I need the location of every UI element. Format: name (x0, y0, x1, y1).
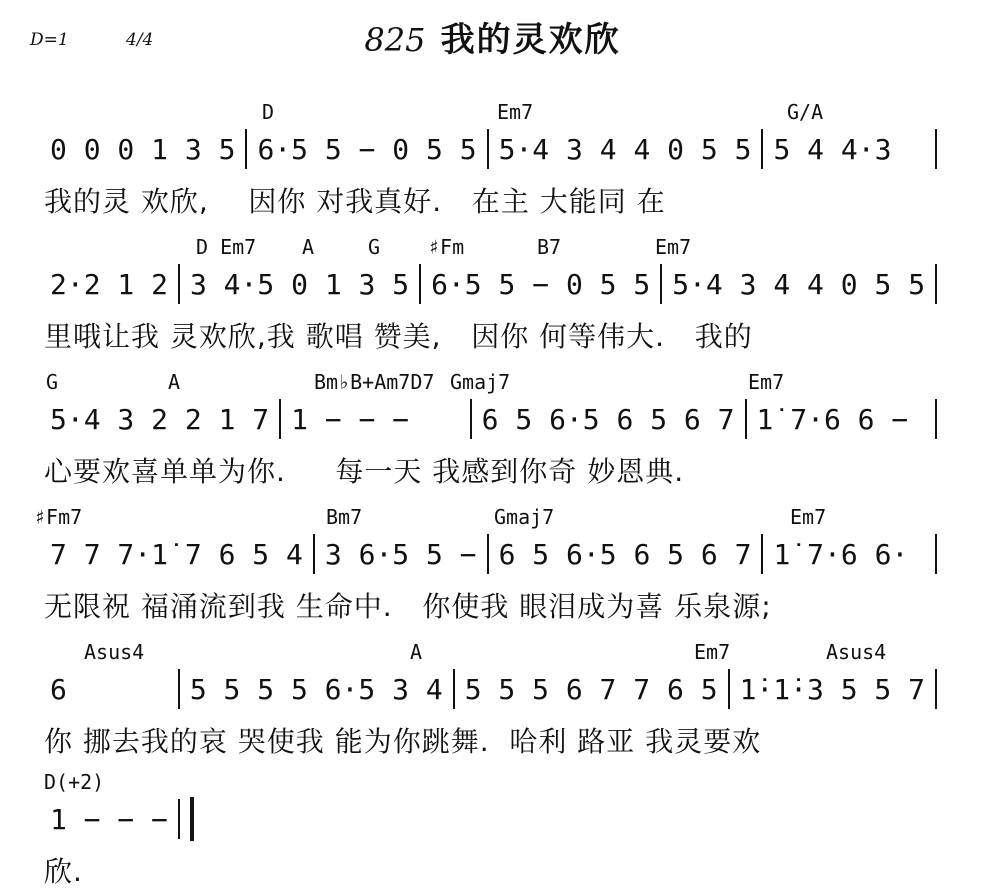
measure: 1 − − − (291, 402, 410, 436)
barline (245, 129, 247, 169)
song-title (0, 12, 985, 61)
song-name: 我的灵欢欣 (440, 20, 621, 60)
chord-symbol: Em7 (497, 100, 534, 124)
measure: 1̇·1̇·3 5 5 7 (739, 672, 925, 706)
lyric-line: 我的灵 欢欣, 因你 对我真好. 在主 大能同 在 (44, 185, 666, 218)
barline (470, 399, 472, 439)
measure: 1̇ 7·6 6 − (756, 402, 909, 436)
measure: 3 4·5 0 1 3 5 (189, 267, 410, 301)
barline (660, 264, 662, 304)
staff-system (0, 640, 985, 760)
barline (761, 534, 763, 574)
chord-symbol: D Em7 (196, 235, 257, 259)
chord-symbol: A (410, 640, 423, 664)
final-barline-thick (190, 797, 194, 841)
barline (761, 129, 763, 169)
barline (178, 669, 180, 709)
chord-symbol: Asus4 (84, 640, 145, 664)
staff-system (0, 370, 985, 490)
chord-symbol: G (46, 370, 59, 394)
chord-symbol: A (302, 235, 315, 259)
measure: 6·5 5 − 0 5 5 (431, 267, 651, 301)
barline (419, 264, 421, 304)
notation-line (44, 267, 941, 301)
lyric-line: 欣. (44, 855, 83, 888)
barline (487, 129, 489, 169)
staff-system (0, 505, 985, 625)
barline (313, 534, 315, 574)
barline (279, 399, 281, 439)
barline (178, 264, 180, 304)
barline (453, 669, 455, 709)
measure: 5·4 3 4 4 0 5 5 (498, 132, 752, 166)
lyric-line: 里哦让我 灵欢欣,我 歌唱 赞美, 因你 何等伟大. 我的 (44, 320, 753, 353)
chord-symbol: Gmaj7 (494, 505, 555, 529)
chord-symbol: Gmaj7 (450, 370, 511, 394)
chord-symbol: G (368, 235, 381, 259)
barline (728, 669, 730, 709)
lyric-line: 无限祝 福涌流到我 生命中. 你使我 眼泪成为喜 乐泉源; (44, 590, 772, 623)
chord-symbol: ♯Fm7 (34, 505, 83, 529)
measure: 1 − − − (50, 802, 169, 836)
staff-system (0, 100, 985, 220)
chord-symbol: Em7 (694, 640, 731, 664)
measure: 5·4 3 4 4 0 5 5 (672, 267, 926, 301)
measure: 6 5 6·5 6 5 6 7 (498, 537, 752, 571)
chord-symbol: G/A (787, 100, 824, 124)
staff-system (0, 235, 985, 355)
notation-line (44, 802, 194, 836)
chord-symbol: A (168, 370, 181, 394)
measure: 5 5 5 6 7 7 6 5 (464, 672, 718, 706)
barline (487, 534, 489, 574)
chord-symbol: D (262, 100, 275, 124)
chord-symbol: ♯Fm (428, 235, 465, 259)
measure: 5 5 5 5 6·5 3 4 (189, 672, 443, 706)
chord-symbol: Bm7 (326, 505, 363, 529)
chord-symbol: Asus4 (826, 640, 887, 664)
barline (935, 264, 937, 304)
notation-line (44, 537, 941, 571)
measure: 5·4 3 2 2 1 7 (50, 402, 270, 436)
chord-symbol: D(+2) (44, 770, 105, 794)
lyric-line: 心要欢喜单单为你. 每一天 我感到你奇 妙恩典. (44, 455, 685, 488)
barline (935, 669, 937, 709)
barline (935, 534, 937, 574)
measure: 1̇ 7·6 6· (773, 537, 909, 571)
measure: 5 4 4·3 (773, 132, 892, 166)
chord-symbol: B7 (537, 235, 562, 259)
notation-line (44, 402, 941, 436)
measure: 6 (50, 672, 67, 706)
chord-symbol: Em7 (655, 235, 692, 259)
measure: 6 5 6·5 6 5 6 7 (481, 402, 735, 436)
final-barline-thin (178, 799, 180, 839)
measure: 2·2 1 2 (50, 267, 169, 301)
tempo-key: D=1 (30, 30, 69, 50)
barline (745, 399, 747, 439)
notation-line (44, 132, 941, 166)
time-signature: 4/4 (126, 30, 154, 50)
chord-symbol: Bm♭B+Am7D7 (314, 370, 435, 394)
measure: 7 7 7·1̇ 7 6 5 4 (50, 537, 303, 571)
song-number: 825 (364, 21, 426, 59)
chord-symbol: Em7 (790, 505, 827, 529)
chord-symbol: Em7 (748, 370, 785, 394)
measure: 6·5 5 − 0 5 5 (257, 132, 477, 166)
measure: 0 0 0 1 3 5 (50, 132, 236, 166)
staff-system (0, 770, 985, 890)
barline (935, 129, 937, 169)
lyric-line: 你 挪去我的哀 哭使我 能为你跳舞. 哈利 路亚 我灵要欢 (44, 725, 762, 758)
barline (935, 399, 937, 439)
notation-line (44, 672, 941, 706)
measure: 3 6·5 5 − (324, 537, 477, 571)
